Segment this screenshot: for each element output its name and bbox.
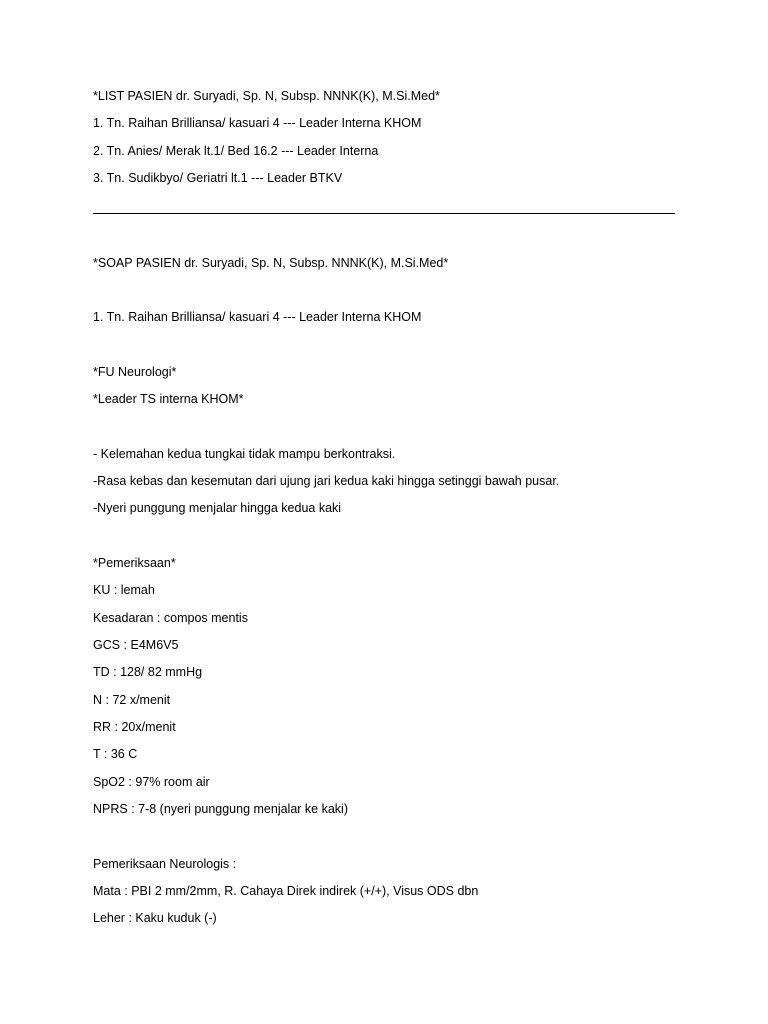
exam-line: T : 36 C: [93, 747, 138, 761]
neuro-heading: Pemeriksaan Neurologis :: [93, 857, 237, 871]
list-item: 2. Tn. Anies/ Merak lt.1/ Bed 16.2 --- Leader Interna: [93, 144, 379, 158]
complaint-line: - Kelemahan kedua tungkai tidak mampu berkontraksi.: [93, 447, 396, 461]
complaint-line: -Nyeri punggung menjalar hingga kedua kaki: [93, 501, 342, 515]
neuro-line: Mata : PBI 2 mm/2mm, R. Cahaya Direk indirek (+/+), Visus ODS dbn: [93, 884, 479, 898]
exam-line: Kesadaran : compos mentis: [93, 611, 248, 625]
exam-line: TD : 128/ 82 mmHg: [93, 665, 203, 679]
exam-line: RR : 20x/menit: [93, 720, 176, 734]
exam-line: SpO2 : 97% room air: [93, 775, 210, 789]
exam-line: N : 72 x/menit: [93, 693, 171, 707]
soap-patient: 1. Tn. Raihan Brilliansa/ kasuari 4 --- Leader Interna KHOM: [93, 310, 422, 324]
neuro-line: Leher : Kaku kuduk (-): [93, 911, 217, 925]
fu-heading: *FU Neurologi*: [93, 365, 177, 379]
leader-heading: *Leader TS interna KHOM*: [93, 392, 244, 406]
exam-line: NPRS : 7-8 (nyeri punggung menjalar ke kaki): [93, 802, 348, 816]
exam-heading: *Pemeriksaan*: [93, 556, 176, 570]
exam-line: KU : lemah: [93, 583, 155, 597]
list-title: *LIST PASIEN dr. Suryadi, Sp. N, Subsp. NNNK(K), M.Si.Med*: [93, 89, 440, 103]
list-item: 1. Tn. Raihan Brilliansa/ kasuari 4 --- Leader Interna KHOM: [93, 116, 422, 130]
exam-line: GCS : E4M6V5: [93, 638, 179, 652]
complaint-line: -Rasa kebas dan kesemutan dari ujung jari kedua kaki hingga setinggi bawah pusar.: [93, 474, 560, 488]
list-item: 3. Tn. Sudikbyo/ Geriatri lt.1 --- Leader BTKV: [93, 171, 343, 185]
soap-title: *SOAP PASIEN dr. Suryadi, Sp. N, Subsp. NNNK(K), M.Si.Med*: [93, 256, 449, 270]
horizontal-divider: [93, 213, 675, 214]
